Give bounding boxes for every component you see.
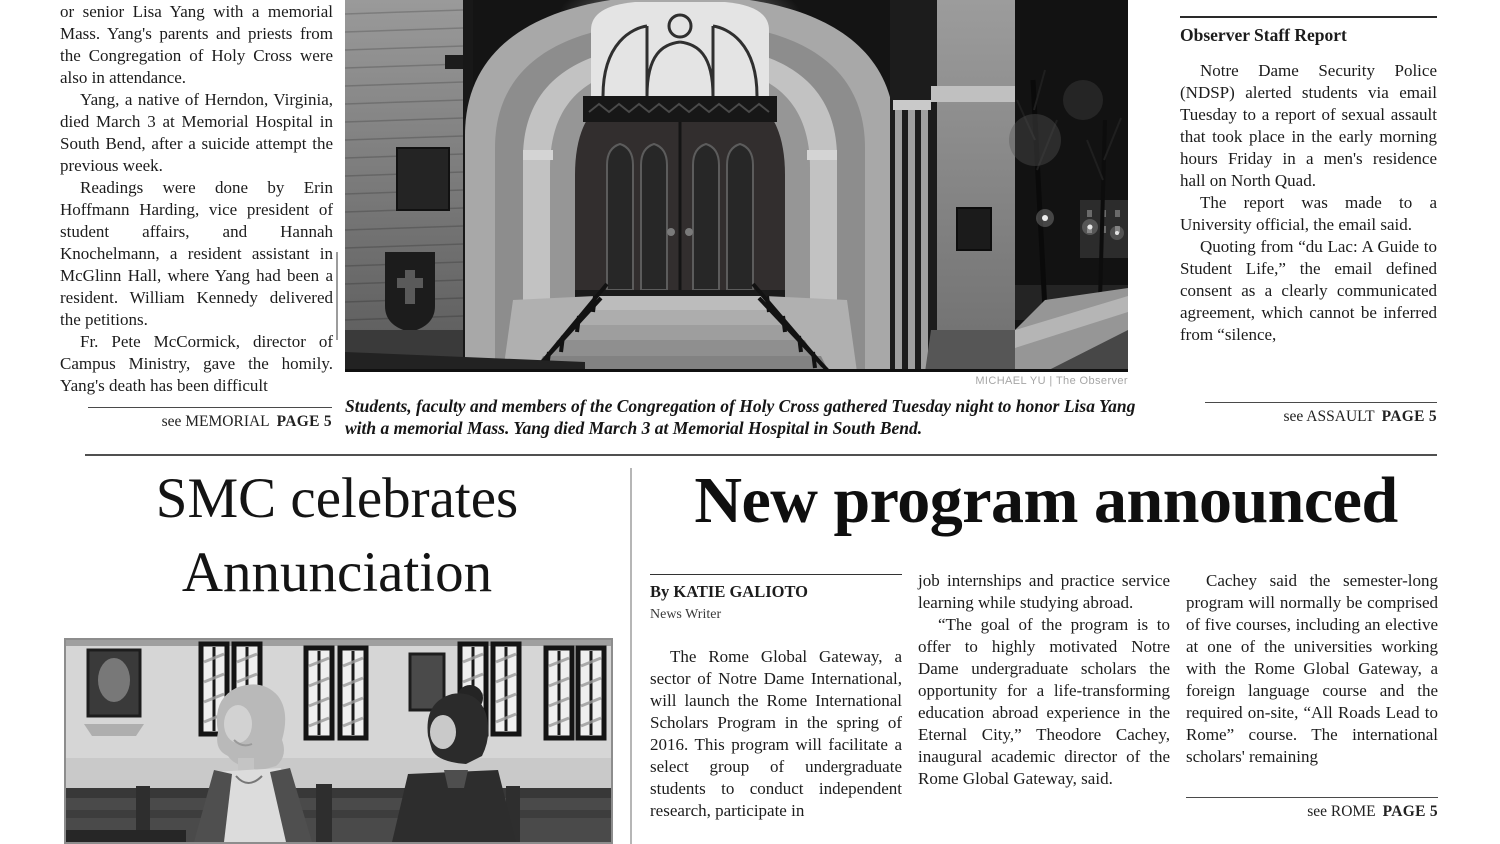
byline-block: [650, 574, 902, 626]
vertical-column-divider: [630, 468, 632, 844]
memorial-jump-line: [88, 407, 332, 431]
memorial-paragraph: or senior Lisa Yang with a memorial Mass. Yang's parents and priests from the Congregation of Holy Cross were also in attendance.: [60, 2, 333, 87]
byline-rule: [1180, 16, 1437, 46]
smc-headline-line1: SMC celebrates: [155, 467, 519, 530]
author-role: News Writer: [650, 607, 722, 622]
jump-see-text: see ASSAULT: [1283, 408, 1375, 425]
photo-caption: Students, faculty and members of the Congregation of Holy Cross gathered Tuesday night to honor Lisa Yang with a memorial Mass. Yang died March 3 at Memorial Hospital in South Bend.: [345, 396, 1136, 438]
chapel-pews: [66, 784, 611, 842]
entrance-steps: [503, 296, 857, 372]
vertical-divider-fragment: [336, 252, 338, 340]
assault-paragraph: Quoting from “du Lac: A Guide to Student Life,” the email defined consent as a clearly communicated agreement, which cannot be inferred from “silence,: [1180, 237, 1437, 344]
rome-paragraph: Cachey said the semester-long program will normally be comprised of five courses, including an elective at one of the universities working with the Rome Global Gateway, a foreign language course and the required on-site, “All Roads Lead to Rome” course. The international scholars' remaining: [1186, 571, 1438, 766]
rome-article-col3: [1186, 570, 1438, 768]
chapel-photo-illustration: [66, 640, 611, 842]
assault-paragraph: Notre Dame Security Police (NDSP) alerted students via email Tuesday to a report of sexual assault that took place in the early morning hours Friday in a men's residence hall on North Quad.: [1180, 61, 1437, 190]
rome-headline: New program announced: [694, 464, 1398, 537]
rome-article-col2: [918, 570, 1170, 790]
assault-paragraph: The report was made to a University official, the email said.: [1180, 193, 1437, 234]
chapel-mass-photo: [64, 638, 613, 844]
rome-paragraph: The Rome Global Gateway, a sector of Notre Dame International, will launch the Rome International Scholars Program in the spring of 2016. This program will facilitate a select group of undergraduate students to conduct independent research, participate in: [650, 647, 902, 820]
stone-pier: [937, 0, 1015, 372]
jump-page-text: PAGE 5: [276, 413, 332, 430]
jump-see-text: see MEMORIAL: [161, 413, 270, 430]
jump-see-text: see ROME: [1307, 803, 1376, 820]
jump-page-text: PAGE 5: [1381, 408, 1437, 425]
basilica-photo-illustration: [345, 0, 1128, 372]
memorial-paragraph: Yang, a native of Herndon, Virginia, died March 3 at Memorial Hospital in South Bend, after a suicide attempt the previous week.: [60, 90, 333, 175]
smc-headline: [58, 462, 616, 610]
smc-headline-line2: Annunciation: [181, 541, 493, 604]
memorial-paragraph: Readings were done by Erin Hoffmann Harding, vice president of student affairs, and Hannah Knochelmann, a resident assistant in McGlinn Hall, where Yang had been a resident. William Kennedy delivered the petitions.: [60, 178, 333, 329]
staff-report-byline: Observer Staff Report: [1180, 25, 1347, 45]
assault-jump-line: [1205, 402, 1437, 426]
memorial-article-column: [60, 1, 333, 397]
author-byline: By KATIE GALIOTO: [650, 582, 809, 601]
basilica-night-photo: [345, 0, 1128, 372]
memorial-paragraph: Fr. Pete McCormick, director of Campus Ministry, gave the homily. Yang's death has been difficult: [60, 332, 333, 395]
assault-article-column: [1180, 16, 1437, 346]
rome-paragraph: job internships and practice service learning while studying abroad.: [918, 571, 1170, 612]
rome-article-col1: [650, 574, 902, 822]
horizontal-section-rule: [85, 454, 1437, 456]
rome-jump-line: [1186, 797, 1438, 821]
rome-paragraph: “The goal of the program is to offer to highly motivated Notre Dame undergraduate scholars the opportunity for a life-transforming education abroad experience in the Eternal City,” Theodore Cachey, inaugural academic director of the Rome Global Gateway, said.: [918, 615, 1170, 788]
photo-credit: MICHAEL YU | The Observer: [975, 375, 1128, 387]
jump-page-text: PAGE 5: [1382, 803, 1438, 820]
wall-plaque: [397, 148, 449, 210]
